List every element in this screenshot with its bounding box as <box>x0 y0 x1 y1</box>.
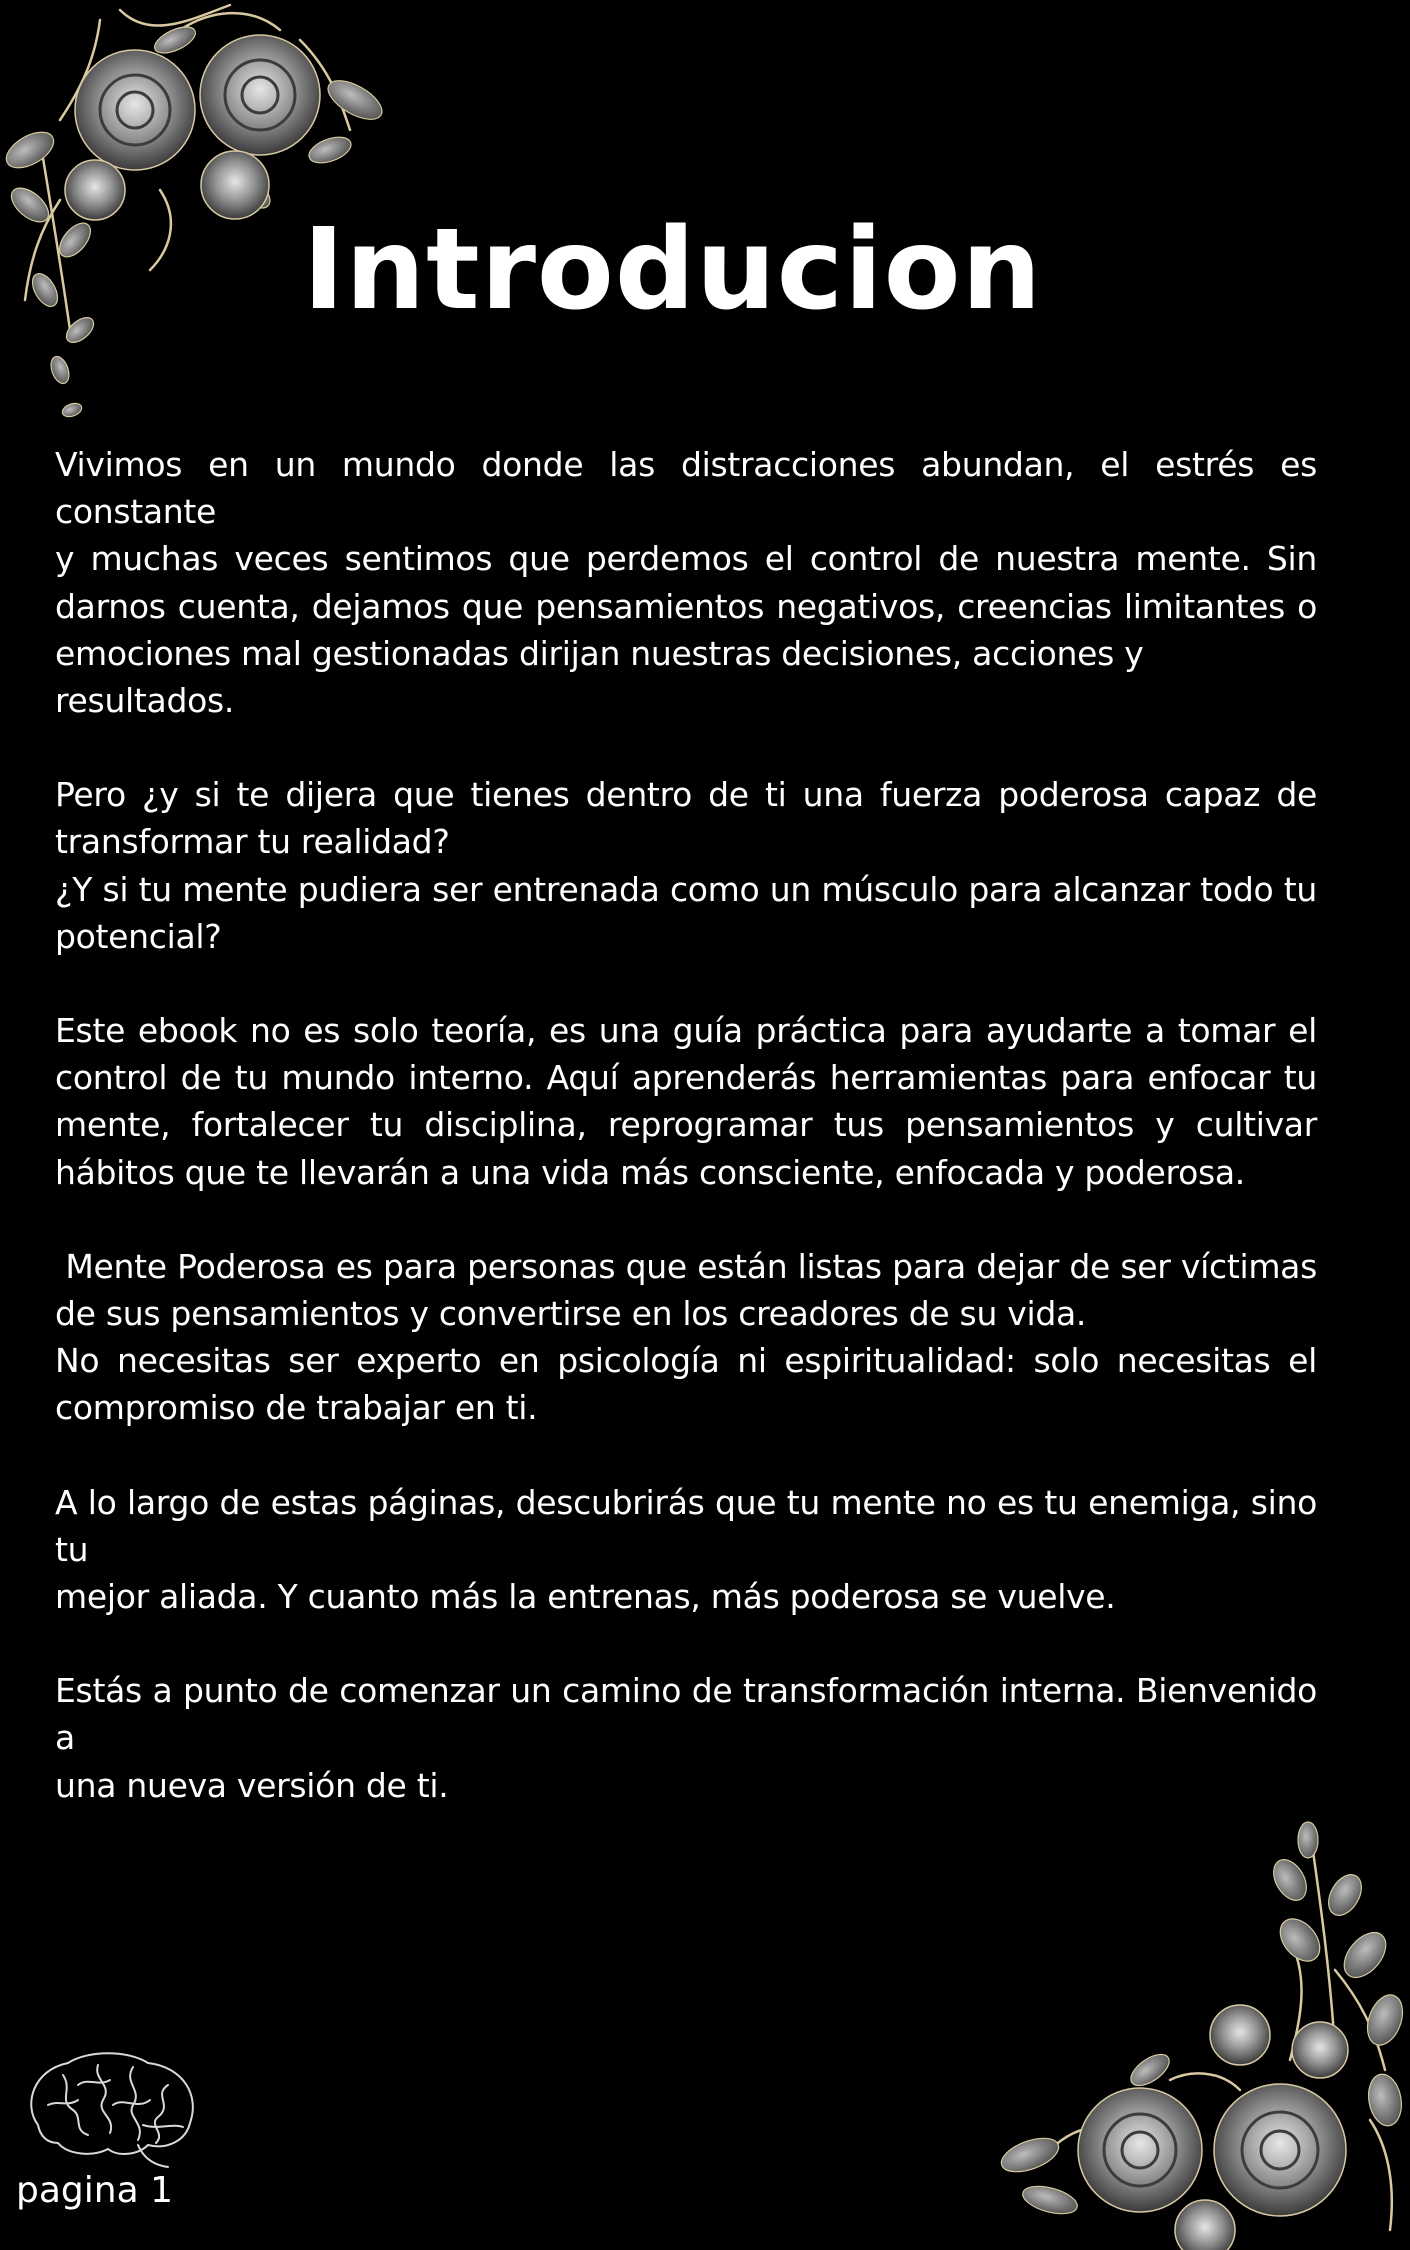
paragraph <box>55 1243 1317 1432</box>
text-line: Este ebook no es solo teoría, es una guía práctica para ayudarte a tomar el <box>55 1011 1317 1051</box>
text-line: compromiso de trabajar en ti. <box>55 1388 538 1428</box>
intro-body <box>55 441 1317 1856</box>
text-line: de sus pensamientos y convertirse en los creadores de su vida. <box>55 1294 1087 1334</box>
rose-bouquet-icon <box>990 1820 1410 2250</box>
text-line: Estás a punto de comenzar un camino de transformación interna. Bienvenido a <box>55 1671 1317 1758</box>
text-line: potencial? <box>55 916 222 956</box>
paragraph <box>55 771 1317 960</box>
paragraph <box>55 1667 1317 1809</box>
paragraph <box>55 1007 1317 1196</box>
text-line: ¿Y si tu mente pudiera ser entrenada como un músculo para alcanzar todo tu <box>55 869 1317 909</box>
text-line: hábitos que te llevarán a una vida más consciente, enfocada y poderosa. <box>55 1152 1245 1192</box>
text-line: control de tu mundo interno. Aquí aprenderás herramientas para enfocar tu <box>55 1058 1317 1098</box>
paragraph <box>55 441 1317 724</box>
text-line: una nueva versión de ti. <box>55 1765 449 1805</box>
text-line: transformar tu realidad? <box>55 822 450 862</box>
text-line: y muchas veces sentimos que perdemos el control de nuestra mente. Sin <box>55 539 1317 579</box>
text-line: Vivimos en un mundo donde las distracciones abundan, el estrés es constante <box>55 445 1317 532</box>
page-title: Introducion <box>302 205 1043 335</box>
text-line: mente, fortalecer tu disciplina, reprogramar tus pensamientos y cultivar <box>55 1105 1317 1145</box>
brain-icon <box>18 2045 203 2175</box>
text-line: Mente Poderosa es para personas que están listas para dejar de ser víctimas <box>55 1246 1317 1286</box>
text-line: No necesitas ser experto en psicología ni espiritualidad: solo necesitas el <box>55 1341 1317 1381</box>
text-line: darnos cuenta, dejamos que pensamientos negativos, creencias limitantes o <box>55 586 1317 626</box>
text-line: mejor aliada. Y cuanto más la entrenas, más poderosa se vuelve. <box>55 1577 1116 1617</box>
page-number: pagina 1 <box>16 2170 173 2211</box>
text-line: A lo largo de estas páginas, descubrirás que tu mente no es tu enemiga, sino tu <box>55 1482 1317 1569</box>
text-line: Pero ¿y si te dijera que tienes dentro de ti una fuerza poderosa capaz de <box>55 775 1317 815</box>
text-line: emociones mal gestionadas dirijan nuestras decisiones, acciones y resultados. <box>55 633 1144 721</box>
paragraph <box>55 1479 1317 1621</box>
